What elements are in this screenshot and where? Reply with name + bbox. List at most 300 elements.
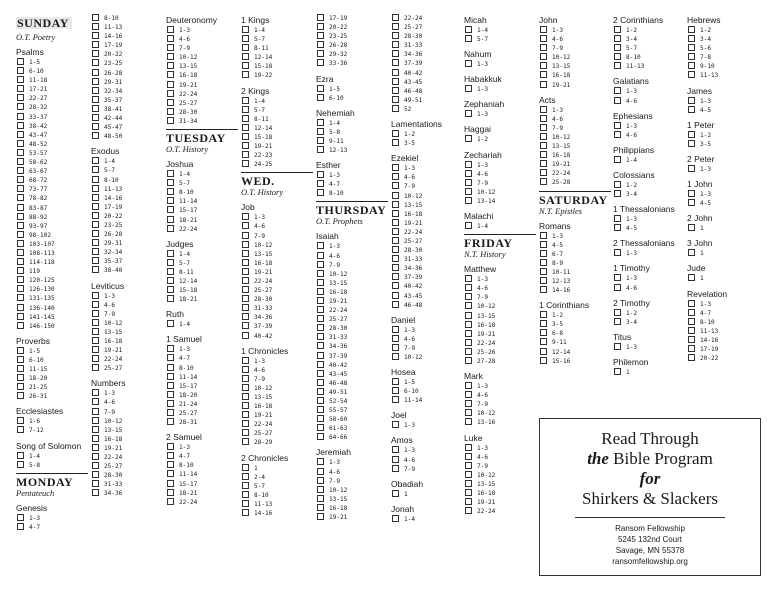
checkbox-icon[interactable] xyxy=(242,438,249,445)
checkbox-icon[interactable] xyxy=(317,333,324,340)
reading-item[interactable] xyxy=(166,35,238,44)
reading-item[interactable] xyxy=(391,456,463,465)
checkbox-icon[interactable] xyxy=(92,364,99,371)
reading-item[interactable] xyxy=(241,438,313,447)
checkbox-icon[interactable] xyxy=(614,309,621,316)
checkbox-icon[interactable] xyxy=(242,160,249,167)
reading-item[interactable] xyxy=(91,364,163,373)
reading-item[interactable] xyxy=(391,282,463,291)
reading-item[interactable] xyxy=(316,146,388,155)
checkbox-icon[interactable] xyxy=(17,85,24,92)
reading-item[interactable] xyxy=(166,188,238,197)
checkbox-icon[interactable] xyxy=(92,453,99,460)
checkbox-icon[interactable] xyxy=(688,327,695,334)
reading-item[interactable] xyxy=(241,393,313,402)
checkbox-icon[interactable] xyxy=(167,452,174,459)
reading-item[interactable] xyxy=(391,130,463,139)
checkbox-icon[interactable] xyxy=(167,391,174,398)
checkbox-icon[interactable] xyxy=(540,169,547,176)
checkbox-icon[interactable] xyxy=(392,378,399,385)
reading-item[interactable] xyxy=(166,489,238,498)
reading-item[interactable] xyxy=(91,87,163,96)
checkbox-icon[interactable] xyxy=(17,452,24,459)
reading-item[interactable] xyxy=(464,188,536,197)
checkbox-icon[interactable] xyxy=(167,461,174,468)
reading-item[interactable] xyxy=(316,189,388,198)
checkbox-icon[interactable] xyxy=(465,453,472,460)
reading-item[interactable] xyxy=(91,471,163,480)
checkbox-icon[interactable] xyxy=(465,293,472,300)
checkbox-icon[interactable] xyxy=(688,309,695,316)
checkbox-icon[interactable] xyxy=(540,53,547,60)
reading-item[interactable] xyxy=(464,222,536,231)
reading-item[interactable] xyxy=(687,354,759,363)
reading-item[interactable] xyxy=(316,424,388,433)
reading-item[interactable] xyxy=(166,90,238,99)
reading-item[interactable] xyxy=(316,119,388,128)
checkbox-icon[interactable] xyxy=(540,142,547,149)
reading-item[interactable] xyxy=(539,26,611,35)
checkbox-icon[interactable] xyxy=(242,402,249,409)
checkbox-icon[interactable] xyxy=(167,179,174,186)
checkbox-icon[interactable] xyxy=(92,194,99,201)
reading-item[interactable] xyxy=(91,248,163,257)
checkbox-icon[interactable] xyxy=(17,213,24,220)
checkbox-icon[interactable] xyxy=(92,462,99,469)
reading-item[interactable] xyxy=(166,81,238,90)
reading-item[interactable] xyxy=(539,311,611,320)
reading-item[interactable] xyxy=(464,275,536,284)
checkbox-icon[interactable] xyxy=(392,237,399,244)
reading-item[interactable] xyxy=(464,110,536,119)
checkbox-icon[interactable] xyxy=(465,418,472,425)
reading-item[interactable] xyxy=(91,337,163,346)
reading-item[interactable] xyxy=(91,462,163,471)
reading-item[interactable] xyxy=(16,304,88,313)
reading-item[interactable] xyxy=(166,320,238,329)
reading-item[interactable] xyxy=(241,133,313,142)
checkbox-icon[interactable] xyxy=(540,338,547,345)
reading-item[interactable] xyxy=(91,96,163,105)
reading-item[interactable] xyxy=(166,117,238,126)
checkbox-icon[interactable] xyxy=(242,482,249,489)
checkbox-icon[interactable] xyxy=(17,140,24,147)
reading-item[interactable] xyxy=(464,507,536,516)
reading-item[interactable] xyxy=(241,241,313,250)
reading-item[interactable] xyxy=(391,396,463,405)
checkbox-icon[interactable] xyxy=(317,486,324,493)
reading-item[interactable] xyxy=(464,453,536,462)
checkbox-icon[interactable] xyxy=(540,357,547,364)
checkbox-icon[interactable] xyxy=(614,368,621,375)
checkbox-icon[interactable] xyxy=(465,462,472,469)
checkbox-icon[interactable] xyxy=(392,264,399,271)
checkbox-icon[interactable] xyxy=(167,90,174,97)
checkbox-icon[interactable] xyxy=(17,523,24,530)
checkbox-icon[interactable] xyxy=(242,420,249,427)
checkbox-icon[interactable] xyxy=(17,167,24,174)
checkbox-icon[interactable] xyxy=(465,480,472,487)
checkbox-icon[interactable] xyxy=(392,387,399,394)
reading-item[interactable] xyxy=(166,259,238,268)
reading-item[interactable] xyxy=(91,132,163,141)
checkbox-icon[interactable] xyxy=(392,192,399,199)
checkbox-icon[interactable] xyxy=(614,224,621,231)
checkbox-icon[interactable] xyxy=(242,366,249,373)
checkbox-icon[interactable] xyxy=(242,213,249,220)
reading-item[interactable] xyxy=(16,222,88,231)
reading-item[interactable] xyxy=(16,76,88,85)
reading-item[interactable] xyxy=(539,286,611,295)
checkbox-icon[interactable] xyxy=(540,348,547,355)
checkbox-icon[interactable] xyxy=(317,342,324,349)
reading-item[interactable] xyxy=(391,264,463,273)
checkbox-icon[interactable] xyxy=(242,71,249,78)
checkbox-icon[interactable] xyxy=(242,250,249,257)
reading-item[interactable] xyxy=(241,35,313,44)
reading-item[interactable] xyxy=(687,345,759,354)
checkbox-icon[interactable] xyxy=(465,26,472,33)
checkbox-icon[interactable] xyxy=(92,41,99,48)
reading-item[interactable] xyxy=(391,326,463,335)
reading-item[interactable] xyxy=(241,295,313,304)
checkbox-icon[interactable] xyxy=(242,384,249,391)
reading-item[interactable] xyxy=(391,78,463,87)
reading-item[interactable] xyxy=(613,224,685,233)
checkbox-icon[interactable] xyxy=(540,151,547,158)
reading-item[interactable] xyxy=(91,69,163,78)
checkbox-icon[interactable] xyxy=(167,320,174,327)
reading-item[interactable] xyxy=(391,41,463,50)
reading-item[interactable] xyxy=(539,71,611,80)
checkbox-icon[interactable] xyxy=(167,345,174,352)
checkbox-icon[interactable] xyxy=(465,471,472,478)
checkbox-icon[interactable] xyxy=(242,313,249,320)
checkbox-icon[interactable] xyxy=(167,470,174,477)
checkbox-icon[interactable] xyxy=(317,180,324,187)
reading-item[interactable] xyxy=(613,122,685,131)
checkbox-icon[interactable] xyxy=(688,44,695,51)
reading-item[interactable] xyxy=(464,312,536,321)
reading-item[interactable] xyxy=(16,131,88,140)
checkbox-icon[interactable] xyxy=(465,489,472,496)
checkbox-icon[interactable] xyxy=(242,259,249,266)
reading-item[interactable] xyxy=(316,252,388,261)
reading-item[interactable] xyxy=(166,179,238,188)
checkbox-icon[interactable] xyxy=(17,185,24,192)
reading-item[interactable] xyxy=(316,23,388,32)
reading-item[interactable] xyxy=(16,514,88,523)
reading-item[interactable] xyxy=(16,374,88,383)
checkbox-icon[interactable] xyxy=(688,190,695,197)
checkbox-icon[interactable] xyxy=(392,164,399,171)
reading-item[interactable] xyxy=(91,78,163,87)
reading-item[interactable] xyxy=(241,286,313,295)
checkbox-icon[interactable] xyxy=(92,203,99,210)
reading-item[interactable] xyxy=(613,215,685,224)
checkbox-icon[interactable] xyxy=(688,26,695,33)
reading-item[interactable] xyxy=(16,113,88,122)
reading-item[interactable] xyxy=(166,373,238,382)
reading-item[interactable] xyxy=(16,85,88,94)
checkbox-icon[interactable] xyxy=(92,444,99,451)
reading-item[interactable] xyxy=(91,310,163,319)
checkbox-icon[interactable] xyxy=(92,96,99,103)
reading-item[interactable] xyxy=(16,356,88,365)
reading-item[interactable] xyxy=(241,142,313,151)
reading-item[interactable] xyxy=(391,292,463,301)
checkbox-icon[interactable] xyxy=(465,312,472,319)
checkbox-icon[interactable] xyxy=(465,188,472,195)
reading-item[interactable] xyxy=(464,26,536,35)
checkbox-icon[interactable] xyxy=(540,268,547,275)
checkbox-icon[interactable] xyxy=(540,62,547,69)
reading-item[interactable] xyxy=(91,23,163,32)
checkbox-icon[interactable] xyxy=(167,206,174,213)
checkbox-icon[interactable] xyxy=(465,382,472,389)
checkbox-icon[interactable] xyxy=(540,133,547,140)
reading-item[interactable] xyxy=(687,62,759,71)
reading-item[interactable] xyxy=(241,357,313,366)
reading-item[interactable] xyxy=(166,364,238,373)
reading-item[interactable] xyxy=(16,103,88,112)
reading-item[interactable] xyxy=(464,339,536,348)
reading-item[interactable] xyxy=(464,197,536,206)
checkbox-icon[interactable] xyxy=(317,504,324,511)
checkbox-icon[interactable] xyxy=(242,411,249,418)
checkbox-icon[interactable] xyxy=(465,197,472,204)
checkbox-icon[interactable] xyxy=(17,383,24,390)
reading-item[interactable] xyxy=(91,32,163,41)
reading-item[interactable] xyxy=(391,23,463,32)
reading-item[interactable] xyxy=(316,324,388,333)
reading-item[interactable] xyxy=(241,304,313,313)
reading-item[interactable] xyxy=(91,417,163,426)
checkbox-icon[interactable] xyxy=(242,286,249,293)
checkbox-icon[interactable] xyxy=(167,188,174,195)
reading-item[interactable] xyxy=(166,461,238,470)
checkbox-icon[interactable] xyxy=(392,96,399,103)
checkbox-icon[interactable] xyxy=(17,131,24,138)
checkbox-icon[interactable] xyxy=(17,374,24,381)
reading-item[interactable] xyxy=(166,443,238,452)
checkbox-icon[interactable] xyxy=(614,284,621,291)
reading-item[interactable] xyxy=(687,35,759,44)
reading-item[interactable] xyxy=(391,246,463,255)
reading-item[interactable] xyxy=(316,171,388,180)
reading-item[interactable] xyxy=(166,197,238,206)
checkbox-icon[interactable] xyxy=(465,60,472,67)
reading-item[interactable] xyxy=(391,173,463,182)
reading-item[interactable] xyxy=(91,346,163,355)
checkbox-icon[interactable] xyxy=(465,348,472,355)
checkbox-icon[interactable] xyxy=(614,274,621,281)
reading-item[interactable] xyxy=(539,259,611,268)
reading-item[interactable] xyxy=(316,361,388,370)
checkbox-icon[interactable] xyxy=(167,71,174,78)
checkbox-icon[interactable] xyxy=(17,176,24,183)
reading-item[interactable] xyxy=(241,97,313,106)
reading-item[interactable] xyxy=(391,219,463,228)
checkbox-icon[interactable] xyxy=(167,44,174,51)
reading-item[interactable] xyxy=(464,35,536,44)
checkbox-icon[interactable] xyxy=(540,160,547,167)
reading-item[interactable] xyxy=(16,347,88,356)
checkbox-icon[interactable] xyxy=(688,62,695,69)
reading-item[interactable] xyxy=(241,313,313,322)
checkbox-icon[interactable] xyxy=(242,500,249,507)
checkbox-icon[interactable] xyxy=(17,392,24,399)
checkbox-icon[interactable] xyxy=(392,301,399,308)
reading-item[interactable] xyxy=(464,400,536,409)
reading-item[interactable] xyxy=(464,471,536,480)
reading-item[interactable] xyxy=(241,411,313,420)
checkbox-icon[interactable] xyxy=(317,189,324,196)
checkbox-icon[interactable] xyxy=(167,81,174,88)
checkbox-icon[interactable] xyxy=(540,178,547,185)
reading-item[interactable] xyxy=(166,225,238,234)
reading-item[interactable] xyxy=(166,286,238,295)
reading-item[interactable] xyxy=(166,400,238,409)
reading-item[interactable] xyxy=(16,94,88,103)
reading-item[interactable] xyxy=(687,327,759,336)
reading-item[interactable] xyxy=(539,124,611,133)
reading-item[interactable] xyxy=(91,239,163,248)
reading-item[interactable] xyxy=(316,85,388,94)
reading-item[interactable] xyxy=(166,345,238,354)
checkbox-icon[interactable] xyxy=(614,318,621,325)
checkbox-icon[interactable] xyxy=(465,339,472,346)
checkbox-icon[interactable] xyxy=(167,117,174,124)
checkbox-icon[interactable] xyxy=(17,222,24,229)
checkbox-icon[interactable] xyxy=(242,277,249,284)
checkbox-icon[interactable] xyxy=(242,26,249,33)
reading-item[interactable] xyxy=(16,249,88,258)
checkbox-icon[interactable] xyxy=(242,393,249,400)
checkbox-icon[interactable] xyxy=(92,489,99,496)
checkbox-icon[interactable] xyxy=(167,373,174,380)
reading-item[interactable] xyxy=(539,250,611,259)
reading-item[interactable] xyxy=(316,468,388,477)
reading-item[interactable] xyxy=(91,176,163,185)
reading-item[interactable] xyxy=(91,257,163,266)
checkbox-icon[interactable] xyxy=(92,408,99,415)
checkbox-icon[interactable] xyxy=(317,14,324,21)
checkbox-icon[interactable] xyxy=(17,294,24,301)
checkbox-icon[interactable] xyxy=(688,224,695,231)
reading-item[interactable] xyxy=(91,453,163,462)
reading-item[interactable] xyxy=(316,306,388,315)
checkbox-icon[interactable] xyxy=(688,345,695,352)
checkbox-icon[interactable] xyxy=(392,490,399,497)
checkbox-icon[interactable] xyxy=(92,185,99,192)
reading-item[interactable] xyxy=(316,261,388,270)
reading-item[interactable] xyxy=(613,156,685,165)
reading-item[interactable] xyxy=(391,344,463,353)
checkbox-icon[interactable] xyxy=(317,468,324,475)
checkbox-icon[interactable] xyxy=(167,35,174,42)
reading-item[interactable] xyxy=(687,300,759,309)
reading-item[interactable] xyxy=(391,335,463,344)
checkbox-icon[interactable] xyxy=(392,32,399,39)
reading-item[interactable] xyxy=(166,452,238,461)
checkbox-icon[interactable] xyxy=(17,304,24,311)
checkbox-icon[interactable] xyxy=(17,240,24,247)
checkbox-icon[interactable] xyxy=(540,26,547,33)
checkbox-icon[interactable] xyxy=(317,50,324,57)
reading-item[interactable] xyxy=(539,142,611,151)
checkbox-icon[interactable] xyxy=(540,241,547,248)
reading-item[interactable] xyxy=(539,348,611,357)
reading-item[interactable] xyxy=(91,123,163,132)
checkbox-icon[interactable] xyxy=(17,356,24,363)
checkbox-icon[interactable] xyxy=(465,35,472,42)
reading-item[interactable] xyxy=(391,164,463,173)
checkbox-icon[interactable] xyxy=(540,250,547,257)
reading-item[interactable] xyxy=(687,44,759,53)
checkbox-icon[interactable] xyxy=(540,259,547,266)
checkbox-icon[interactable] xyxy=(540,81,547,88)
checkbox-icon[interactable] xyxy=(92,389,99,396)
checkbox-icon[interactable] xyxy=(465,391,472,398)
reading-item[interactable] xyxy=(687,199,759,208)
reading-item[interactable] xyxy=(166,53,238,62)
checkbox-icon[interactable] xyxy=(317,352,324,359)
reading-item[interactable] xyxy=(391,201,463,210)
checkbox-icon[interactable] xyxy=(17,285,24,292)
checkbox-icon[interactable] xyxy=(242,124,249,131)
checkbox-icon[interactable] xyxy=(392,59,399,66)
checkbox-icon[interactable] xyxy=(392,456,399,463)
reading-item[interactable] xyxy=(391,87,463,96)
checkbox-icon[interactable] xyxy=(392,421,399,428)
checkbox-icon[interactable] xyxy=(242,268,249,275)
checkbox-icon[interactable] xyxy=(17,365,24,372)
checkbox-icon[interactable] xyxy=(92,157,99,164)
reading-item[interactable] xyxy=(91,398,163,407)
checkbox-icon[interactable] xyxy=(540,35,547,42)
reading-item[interactable] xyxy=(613,284,685,293)
reading-item[interactable] xyxy=(91,435,163,444)
reading-item[interactable] xyxy=(539,320,611,329)
reading-item[interactable] xyxy=(16,240,88,249)
checkbox-icon[interactable] xyxy=(242,97,249,104)
checkbox-icon[interactable] xyxy=(17,103,24,110)
checkbox-icon[interactable] xyxy=(92,248,99,255)
reading-item[interactable] xyxy=(316,270,388,279)
checkbox-icon[interactable] xyxy=(92,87,99,94)
reading-item[interactable] xyxy=(613,62,685,71)
checkbox-icon[interactable] xyxy=(17,258,24,265)
checkbox-icon[interactable] xyxy=(167,170,174,177)
checkbox-icon[interactable] xyxy=(242,35,249,42)
reading-item[interactable] xyxy=(687,318,759,327)
reading-item[interactable] xyxy=(539,160,611,169)
checkbox-icon[interactable] xyxy=(92,69,99,76)
reading-item[interactable] xyxy=(16,231,88,240)
reading-item[interactable] xyxy=(241,464,313,473)
reading-item[interactable] xyxy=(16,383,88,392)
checkbox-icon[interactable] xyxy=(167,225,174,232)
checkbox-icon[interactable] xyxy=(688,106,695,113)
checkbox-icon[interactable] xyxy=(465,110,472,117)
checkbox-icon[interactable] xyxy=(92,435,99,442)
checkbox-icon[interactable] xyxy=(317,424,324,431)
checkbox-icon[interactable] xyxy=(167,480,174,487)
reading-item[interactable] xyxy=(464,480,536,489)
checkbox-icon[interactable] xyxy=(317,119,324,126)
reading-item[interactable] xyxy=(166,62,238,71)
